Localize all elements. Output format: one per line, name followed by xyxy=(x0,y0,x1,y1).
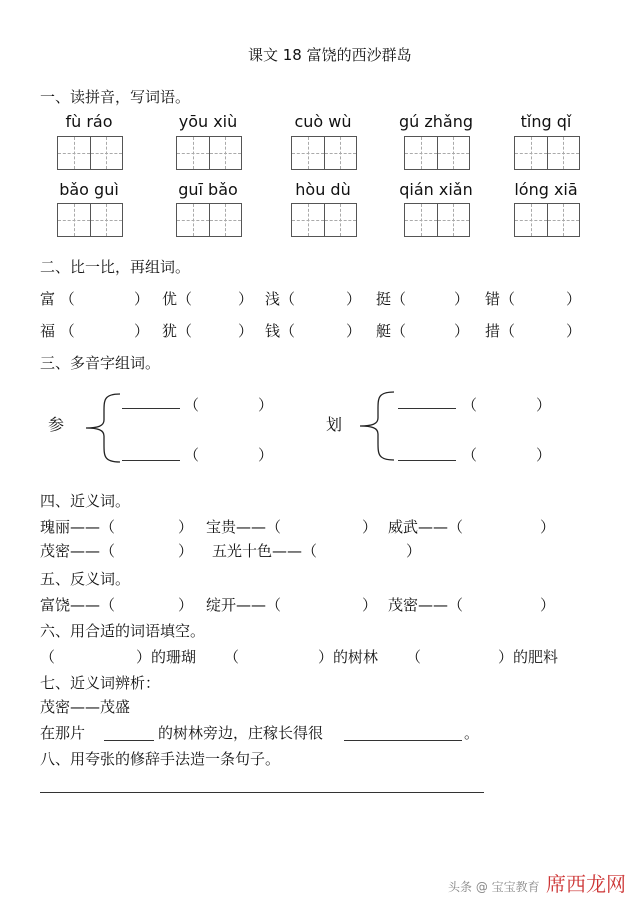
paren-close: ） xyxy=(566,290,582,308)
tian-cell xyxy=(548,137,580,169)
synonym-item: 五光十色——（ xyxy=(212,542,318,560)
paren-close: ） xyxy=(134,290,150,308)
antonym-item: 茂密——（ xyxy=(388,596,464,614)
synonym-item: 威武——（ xyxy=(388,518,464,536)
tian-cell xyxy=(438,204,470,236)
section-6-heading: 六、用合适的词语填空。 xyxy=(40,622,206,640)
fill-label: ）的珊瑚 xyxy=(136,648,197,666)
pinyin-label: bǎo guì xyxy=(59,180,119,199)
writing-box[interactable] xyxy=(514,203,580,237)
compare-item: 优（ xyxy=(162,290,193,308)
grid-guide-v xyxy=(340,137,341,169)
compare-item: 富 （ xyxy=(40,290,75,308)
writing-box[interactable] xyxy=(404,203,470,237)
paren-open: （ xyxy=(406,648,422,666)
paren-open: （ xyxy=(224,648,240,666)
grid-guide-v xyxy=(531,137,532,169)
grid-guide-v xyxy=(340,204,341,236)
writing-box[interactable] xyxy=(176,203,242,237)
paren-close: ） xyxy=(540,518,556,536)
section-8-heading: 八、用夸张的修辞手法造一条句子。 xyxy=(40,750,281,768)
tian-cell xyxy=(91,204,123,236)
paren-close: ） xyxy=(178,596,194,614)
grid-guide-v xyxy=(563,204,564,236)
grid-guide-v xyxy=(225,204,226,236)
writing-box[interactable] xyxy=(291,203,357,237)
paren-close: ） xyxy=(540,596,556,614)
tian-cell xyxy=(515,137,548,169)
grid-guide-v xyxy=(453,204,454,236)
pinyin-label: lóng xiā xyxy=(514,180,578,199)
polyphone-1-blank-1[interactable] xyxy=(122,408,180,409)
paren-close: ） xyxy=(238,290,254,308)
grid-guide-v xyxy=(421,204,422,236)
polyphone-1-paren-close-2: ） xyxy=(258,446,274,464)
paren-close: ） xyxy=(346,322,362,340)
fill-label: ）的树林 xyxy=(318,648,379,666)
grid-guide-v xyxy=(453,137,454,169)
sentence-part-b: 的树林旁边，庄稼长得很 xyxy=(158,724,324,742)
polyphone-char-2: 划 xyxy=(326,415,343,434)
writing-box[interactable] xyxy=(404,136,470,170)
polyphone-2-blank-2[interactable] xyxy=(398,460,456,461)
grid-guide-v xyxy=(531,204,532,236)
compare-item: 钱（ xyxy=(265,322,296,340)
tian-cell xyxy=(177,137,210,169)
pinyin-label: yōu xiù xyxy=(178,112,238,131)
compare-item: 犹（ xyxy=(162,322,193,340)
polyphone-1-paren-open-2: （ xyxy=(184,446,200,464)
compare-item: 艇（ xyxy=(376,322,407,340)
sentence-blank-1[interactable] xyxy=(104,740,154,741)
sentence-part-c: 。 xyxy=(464,724,480,742)
tian-cell xyxy=(548,204,580,236)
grid-guide-v xyxy=(106,204,107,236)
grid-guide-v xyxy=(74,204,75,236)
writing-box[interactable] xyxy=(57,136,123,170)
grid-guide-v xyxy=(421,137,422,169)
writing-box[interactable] xyxy=(514,136,580,170)
pinyin-label: fù ráo xyxy=(65,112,113,131)
section-1-heading: 一、读拼音，写词语。 xyxy=(40,88,191,106)
grid-guide-v xyxy=(308,204,309,236)
paren-close: ） xyxy=(238,322,254,340)
grid-guide-v xyxy=(308,137,309,169)
polyphone-2-paren-close-1: ） xyxy=(536,396,552,414)
writing-box[interactable] xyxy=(291,136,357,170)
fill-label: ）的肥料 xyxy=(498,648,559,666)
tian-cell xyxy=(58,204,91,236)
polyphone-2-paren-close-2: ） xyxy=(536,446,552,464)
watermark-brand: 席西龙网 xyxy=(546,872,626,896)
tian-cell xyxy=(91,137,123,169)
paren-close: ） xyxy=(406,542,422,560)
polyphone-1-blank-2[interactable] xyxy=(122,460,180,461)
tian-cell xyxy=(210,204,242,236)
compare-item: 错（ xyxy=(485,290,516,308)
tian-cell xyxy=(438,137,470,169)
watermark xyxy=(448,868,626,897)
polyphone-2-blank-1[interactable] xyxy=(398,408,456,409)
page-title: 课文 18 富饶的西沙群岛 xyxy=(248,46,412,64)
tian-cell xyxy=(292,204,325,236)
grid-guide-v xyxy=(74,137,75,169)
paren-open: （ xyxy=(40,648,56,666)
writing-box[interactable] xyxy=(176,136,242,170)
synonym-item: 茂密——（ xyxy=(40,542,116,560)
polyphone-1-paren-open-1: （ xyxy=(184,396,200,414)
pinyin-label: qián xiǎn xyxy=(399,180,473,199)
tian-cell xyxy=(210,137,242,169)
paren-close: ） xyxy=(454,290,470,308)
tian-cell xyxy=(325,204,357,236)
paren-close: ） xyxy=(346,290,362,308)
polyphone-2-paren-open-1: （ xyxy=(462,396,478,414)
grid-guide-v xyxy=(193,204,194,236)
antonym-item: 绽开——（ xyxy=(206,596,282,614)
paren-close: ） xyxy=(362,596,378,614)
synonym-pair: 茂密——茂盛 xyxy=(40,698,131,716)
synonym-item: 宝贵——（ xyxy=(206,518,282,536)
paren-close: ） xyxy=(134,322,150,340)
synonym-item: 瑰丽——（ xyxy=(40,518,116,536)
tian-cell xyxy=(177,204,210,236)
pinyin-label: gú zhǎng xyxy=(398,112,474,131)
grid-guide-v xyxy=(225,137,226,169)
section-3-heading: 三、多音字组词。 xyxy=(40,354,161,372)
brace-2 xyxy=(356,390,396,462)
grid-guide-v xyxy=(563,137,564,169)
section-7-heading: 七、近义词辨析： xyxy=(40,674,161,692)
grid-guide-v xyxy=(193,137,194,169)
tian-cell xyxy=(58,137,91,169)
writing-box[interactable] xyxy=(57,203,123,237)
compare-item: 挺（ xyxy=(376,290,407,308)
grid-guide-v xyxy=(106,137,107,169)
antonym-item: 富饶——（ xyxy=(40,596,116,614)
tian-cell xyxy=(515,204,548,236)
pinyin-label: hòu dù xyxy=(295,180,351,199)
compare-item: 浅（ xyxy=(265,290,296,308)
pinyin-label: guī bǎo xyxy=(178,180,238,199)
tian-cell xyxy=(292,137,325,169)
paren-close: ） xyxy=(362,518,378,536)
tian-cell xyxy=(405,137,438,169)
polyphone-2-paren-open-2: （ xyxy=(462,446,478,464)
polyphone-1-paren-close-1: ） xyxy=(258,396,274,414)
sentence-blank-2[interactable] xyxy=(344,740,462,741)
section-2-heading: 二、比一比，再组词。 xyxy=(40,258,191,276)
tian-cell xyxy=(325,137,357,169)
answer-line[interactable] xyxy=(40,792,484,793)
brace-1 xyxy=(82,392,122,464)
tian-cell xyxy=(405,204,438,236)
pinyin-label: cuò wù xyxy=(294,112,352,131)
polyphone-char-1: 参 xyxy=(48,415,65,434)
watermark-small: 头条 @ 宝宝教育 xyxy=(448,880,540,894)
compare-item: 措（ xyxy=(485,322,516,340)
section-4-heading: 四、近义词。 xyxy=(40,492,131,510)
paren-close: ） xyxy=(178,542,194,560)
section-5-heading: 五、反义词。 xyxy=(40,570,131,588)
compare-item: 福 （ xyxy=(40,322,75,340)
sentence-part-a: 在那片 xyxy=(40,724,86,742)
pinyin-label: tǐng qǐ xyxy=(520,112,572,131)
paren-close: ） xyxy=(178,518,194,536)
paren-close: ） xyxy=(454,322,470,340)
paren-close: ） xyxy=(566,322,582,340)
